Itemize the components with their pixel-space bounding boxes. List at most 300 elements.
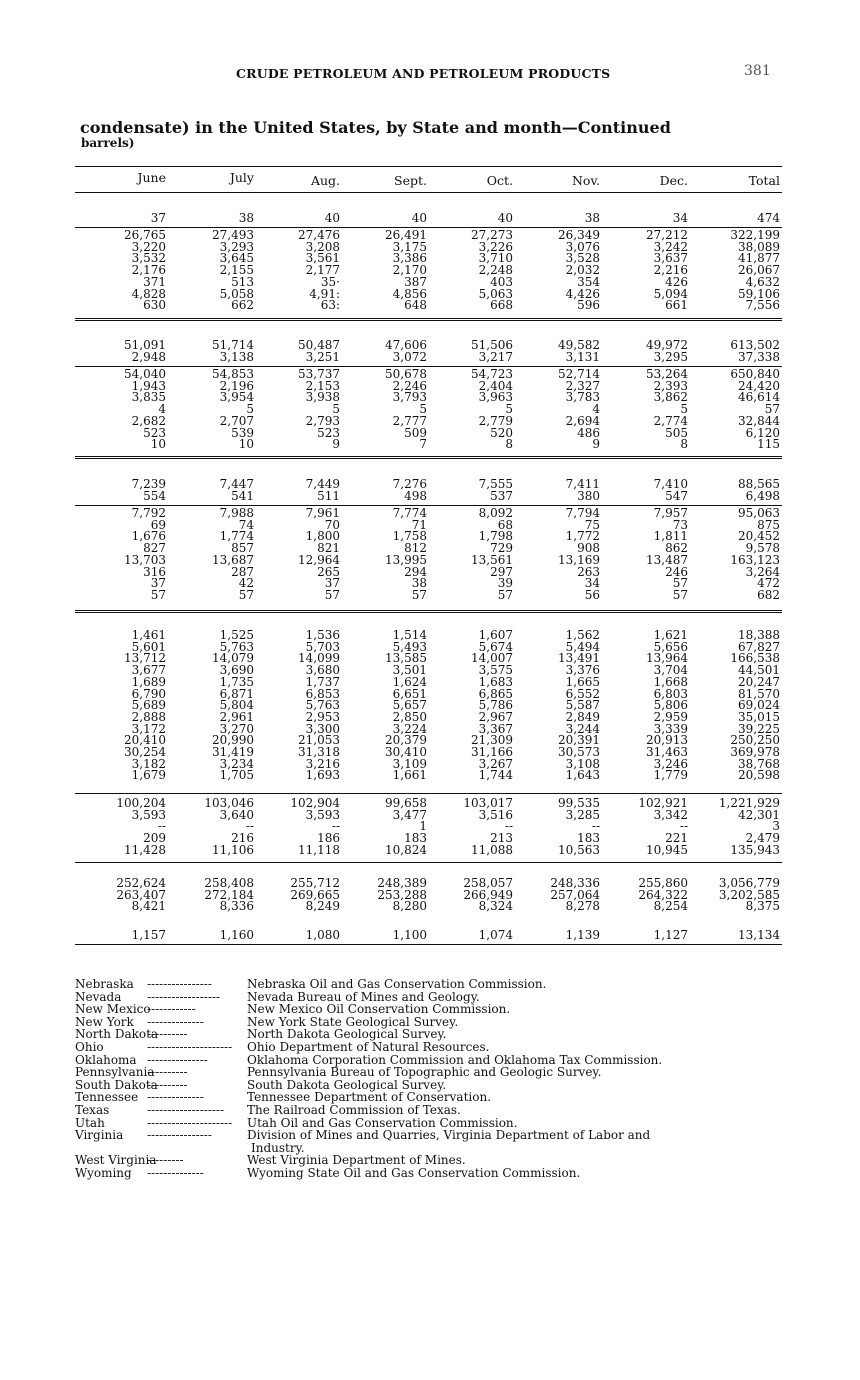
table-cell: 2,850 (392, 709, 427, 724)
table-cell: 1 (419, 819, 427, 834)
table-cell: 5 (419, 402, 427, 417)
table-cell: 102,904 (290, 796, 340, 810)
table-rule (75, 862, 782, 863)
footnote-item (75, 1041, 795, 1054)
column-header: Oct. (486, 173, 513, 188)
table-cell: 1,074 (478, 928, 513, 942)
table-cell: 26,349 (558, 228, 600, 242)
table-cell: 41,877 (738, 251, 780, 266)
table-cell: 7,988 (219, 506, 254, 520)
table-rule (75, 192, 782, 193)
table-cell: 5,689 (131, 698, 166, 713)
leader-dots: -------------- (147, 1166, 204, 1180)
table-cell: 5,656 (653, 639, 688, 654)
table-row (0, 797, 860, 809)
table-cell: 4,91: (309, 286, 340, 301)
table-rule (75, 166, 782, 167)
table-cell: 1,693 (305, 768, 340, 783)
table-cell: 26,067 (738, 263, 780, 278)
table-cell: 14,079 (212, 651, 254, 666)
table-cell: 7,794 (565, 506, 600, 520)
table-cell: 2,155 (219, 263, 254, 278)
table-cell: 1,705 (219, 768, 254, 783)
table-cell: 8 (680, 437, 688, 452)
table-row (0, 212, 860, 224)
table-cell: -- (591, 819, 600, 834)
table-cell: 81,570 (738, 686, 780, 701)
running-head: CRUDE PETROLEUM AND PETROLEUM PRODUCTS (236, 66, 611, 81)
table-cell: 209 (143, 831, 166, 846)
table-cell: 46,614 (738, 390, 780, 405)
table-row (0, 554, 860, 566)
table-cell: 7,276 (392, 477, 427, 491)
table-cell: 3,220 (131, 239, 166, 254)
table-cell: 258,408 (204, 876, 254, 890)
table-row (0, 566, 860, 578)
table-title: condensate) in the United States, by State and month—Continued (80, 118, 671, 137)
table-cell: 3,285 (565, 807, 600, 822)
table-cell: 39,225 (738, 721, 780, 736)
table-cell: 5,763 (305, 698, 340, 713)
table-cell: 37 (150, 211, 166, 225)
table-cell: 1,772 (565, 529, 600, 544)
table-cell: 20,990 (212, 733, 254, 748)
table-cell: 42 (238, 576, 254, 591)
table-row (0, 889, 860, 901)
table-cell: 9 (592, 437, 600, 452)
table-cell: 2,849 (565, 709, 600, 724)
table-cell: 99,535 (558, 796, 600, 810)
table-row (0, 264, 860, 276)
footnote-state: Oklahoma (75, 1052, 137, 1067)
table-row (0, 478, 860, 490)
table-cell: 668 (490, 298, 513, 313)
table-cell: 115 (757, 437, 780, 452)
table-cell: 102,921 (638, 796, 688, 810)
table-cell: 3,295 (653, 349, 688, 364)
table-cell: 3,938 (305, 390, 340, 405)
table-cell: 266,949 (463, 887, 513, 902)
table-cell: 6,853 (305, 686, 340, 701)
table-cell: 1,514 (392, 628, 427, 642)
column-header: Dec. (659, 173, 688, 188)
table-cell: -- (331, 819, 340, 834)
table-cell: 8,324 (478, 899, 513, 914)
table-cell: 3,339 (653, 721, 688, 736)
table-cell: 5,786 (478, 698, 513, 713)
table-cell: 3,593 (305, 807, 340, 822)
table-cell: 3,246 (653, 756, 688, 771)
table-cell: 3,575 (478, 663, 513, 678)
table-cell: 258,057 (463, 876, 513, 890)
column-header: Aug. (310, 173, 340, 188)
table-cell: 1,665 (565, 674, 600, 689)
table-cell: 1,080 (305, 928, 340, 942)
table-cell: 250,250 (730, 733, 780, 748)
table-cell: 5 (680, 402, 688, 417)
footnote-item (75, 978, 795, 991)
table-cell: 4,856 (392, 286, 427, 301)
table-cell: 2,694 (565, 413, 600, 428)
table-cell: 47,606 (385, 338, 427, 352)
table-cell: 7,774 (392, 506, 427, 520)
table-cell: 10 (150, 437, 166, 452)
table-cell: 2,248 (478, 263, 513, 278)
table-row (0, 490, 860, 502)
table-row (0, 664, 860, 676)
table-cell: 20,247 (738, 674, 780, 689)
table-cell: 3,710 (478, 251, 513, 266)
table-cell: 3,376 (565, 663, 600, 678)
table-cell: 99,658 (385, 796, 427, 810)
table-row (0, 507, 860, 519)
table-cell: 27,212 (646, 228, 688, 242)
footnote-agency: Nebraska Oil and Gas Conservation Commission. (247, 977, 547, 991)
table-cell: 5 (246, 402, 254, 417)
table-row (0, 276, 860, 288)
table-cell: 547 (665, 488, 688, 503)
footnote-state: Utah (75, 1115, 105, 1130)
footnote-agency: Division of Mines and Quarries, Virginia Department of Labor and (247, 1128, 651, 1143)
table-cell: 9 (332, 437, 340, 452)
table-cell: 539 (231, 425, 254, 440)
table-cell: 248,336 (550, 876, 600, 890)
table-cell: 34 (584, 576, 600, 591)
table-cell: 8,336 (219, 899, 254, 914)
table-cell: 1,643 (565, 768, 600, 783)
table-cell: 13,712 (124, 651, 166, 666)
table-cell: 5,094 (653, 286, 688, 301)
table-cell: 650,840 (730, 367, 780, 381)
table-cell: 30,410 (385, 745, 427, 759)
table-cell: 523 (317, 425, 340, 440)
table-cell: 1,562 (565, 628, 600, 642)
table-cell: 509 (404, 425, 427, 440)
footnote-state: West Virginia (75, 1153, 157, 1168)
table-cell: 648 (404, 298, 427, 313)
table-cell: 51,506 (471, 338, 513, 352)
table-cell: 5,674 (478, 639, 513, 654)
table-cell: 2,961 (219, 709, 254, 724)
table-cell: 265 (317, 564, 340, 579)
leader-dots: --------- (147, 1154, 184, 1167)
table-cell: -- (679, 819, 688, 834)
table-cell: 100,204 (116, 796, 166, 810)
table-cell: -- (504, 819, 513, 834)
table-cell: 3,532 (131, 251, 166, 266)
footnote-agency: The Railroad Commission of Texas. (247, 1102, 461, 1117)
table-cell: 3,783 (565, 390, 600, 405)
column-header: Total (748, 173, 780, 188)
table-cell: 27,476 (298, 228, 340, 242)
table-cell: 294 (404, 564, 427, 579)
table-cell: 57 (672, 587, 688, 602)
table-cell: 3,704 (653, 663, 688, 678)
table-cell: 34 (672, 211, 688, 225)
table-row (0, 299, 860, 311)
table-row (0, 758, 860, 770)
table-cell: 40 (411, 211, 427, 225)
table-cell: 1,744 (478, 768, 513, 783)
table-cell: 3,367 (478, 721, 513, 736)
footnote-agency: Utah Oil and Gas Conservation Commission. (247, 1115, 518, 1130)
table-cell: 252,624 (116, 876, 166, 890)
table-cell: 3,226 (478, 239, 513, 254)
table-row (0, 820, 860, 832)
table-cell: 3,182 (131, 756, 166, 771)
footnote-state: Pennsylvania (75, 1065, 155, 1080)
table-row (0, 229, 860, 241)
table-cell: 13,561 (471, 552, 513, 567)
footnote-continuation: Industry. (251, 1140, 305, 1155)
table-cell: 5,494 (565, 639, 600, 654)
column-header: June (137, 170, 166, 185)
table-cell: 537 (490, 488, 513, 503)
table-cell: 4 (158, 402, 166, 417)
table-row (0, 844, 860, 856)
table-cell: 2,170 (392, 263, 427, 278)
footnote-state: Texas (75, 1102, 110, 1117)
table-cell: 255,712 (290, 876, 340, 890)
table-cell: 7,447 (219, 477, 254, 491)
table-cell: 3,244 (565, 721, 600, 736)
table-cell: 54,040 (124, 367, 166, 381)
table-cell: 661 (665, 298, 688, 313)
table-row (0, 746, 860, 758)
table-cell: 6,803 (653, 686, 688, 701)
table-cell: 1,800 (305, 529, 340, 544)
table-cell: 30,254 (124, 745, 166, 759)
table-cell: 32,844 (738, 413, 780, 428)
table-cell: 56 (584, 587, 600, 602)
table-cell: 7,961 (305, 506, 340, 520)
footnote-state: New York (75, 1014, 134, 1029)
table-cell: 1,737 (305, 674, 340, 689)
table-cell: 31,166 (471, 745, 513, 759)
table-cell: 10 (238, 437, 254, 452)
table-cell: 1,676 (131, 529, 166, 544)
table-cell: 287 (231, 564, 254, 579)
table-cell: 255,860 (638, 876, 688, 890)
table-cell: 3,072 (392, 349, 427, 364)
table-cell: 3,172 (131, 721, 166, 736)
table-cell: 272,184 (204, 887, 254, 902)
table-cell: 7,556 (745, 298, 780, 313)
table-cell: 1,798 (478, 529, 513, 544)
table-cell: 38 (584, 211, 600, 225)
table-row (0, 652, 860, 664)
table-cell: 2,404 (478, 378, 513, 393)
table-cell: 51,714 (212, 338, 254, 352)
table-cell: 5,806 (653, 698, 688, 713)
table-row (0, 288, 860, 300)
table-cell: 3,793 (392, 390, 427, 405)
table-cell: 5,587 (565, 698, 600, 713)
table-cell: 57 (764, 402, 780, 417)
table-cell: 613,502 (730, 338, 780, 352)
table-cell: 3,690 (219, 663, 254, 678)
table-cell: 246 (665, 564, 688, 579)
table-cell: 42,301 (738, 807, 780, 822)
footnote-state: North Dakota (75, 1027, 159, 1042)
table-cell: 1,668 (653, 674, 688, 689)
table-cell: 6,790 (131, 686, 166, 701)
table-cell: 5,804 (219, 698, 254, 713)
table-cell: 7,410 (653, 477, 688, 491)
column-header: Nov. (571, 173, 600, 188)
table-cell: 38,089 (738, 239, 780, 254)
table-row (0, 699, 860, 711)
table-cell: 31,318 (298, 745, 340, 759)
table-cell: 2,777 (392, 413, 427, 428)
table-cell: 3,138 (219, 349, 254, 364)
table-cell: 6,651 (392, 686, 427, 701)
table-cell: 40 (324, 211, 340, 225)
table-row (0, 809, 860, 821)
leader-dots: --------------- (147, 1053, 208, 1067)
table-cell: 4,828 (131, 286, 166, 301)
table-cell: 38 (411, 576, 427, 591)
table-row (0, 769, 860, 781)
table-cell: 6,871 (219, 686, 254, 701)
table-cell: 3,561 (305, 251, 340, 266)
table-cell: 49,582 (558, 338, 600, 352)
table-cell: 3 (772, 819, 780, 834)
table-cell: 37,338 (738, 349, 780, 364)
table-cell: 8,375 (745, 899, 780, 914)
table-cell: 13,487 (646, 552, 688, 567)
footnote-state: Nebraska (75, 977, 134, 991)
table-cell: 682 (757, 587, 780, 602)
table-cell: 2,393 (653, 378, 688, 393)
table-cell: 1,160 (219, 928, 254, 942)
footnote-item (75, 1104, 795, 1117)
table-cell: 38,768 (738, 756, 780, 771)
table-row (0, 688, 860, 700)
table-cell: 2,177 (305, 263, 340, 278)
table-cell: 221 (665, 831, 688, 846)
table-cell: 53,737 (298, 367, 340, 381)
table-cell: 2,479 (745, 831, 780, 846)
table-cell: 8,092 (478, 506, 513, 520)
table-cell: 6,120 (745, 425, 780, 440)
table-cell: 5,601 (131, 639, 166, 654)
table-cell: 875 (757, 517, 780, 532)
table-cell: 1,758 (392, 529, 427, 544)
footnote-item (75, 1003, 795, 1016)
table-cell: 35,015 (738, 709, 780, 724)
table-cell: 5,763 (219, 639, 254, 654)
footnote-agency: Ohio Department of Natural Resources. (247, 1039, 490, 1054)
table-cell: 53,264 (646, 367, 688, 381)
footnote-item (75, 1167, 795, 1180)
table-cell: 2,246 (392, 378, 427, 393)
footnote-state: Ohio (75, 1039, 104, 1054)
leader-dots: --------------------- (147, 1116, 233, 1130)
table-cell: 1,127 (653, 928, 688, 942)
table-cell: 31,463 (646, 745, 688, 759)
table-cell: 3,267 (478, 756, 513, 771)
table-cell: 103,017 (463, 796, 513, 810)
table-cell: 426 (665, 274, 688, 289)
table-cell: 20,913 (646, 733, 688, 748)
table-cell: 3,954 (219, 390, 254, 405)
table-cell: 3,677 (131, 663, 166, 678)
table-cell: 2,888 (131, 709, 166, 724)
table-row (0, 929, 860, 941)
table-cell: 263 (577, 564, 600, 579)
table-row (0, 589, 860, 601)
table-cell: 49,972 (646, 338, 688, 352)
table-cell: 1,661 (392, 768, 427, 783)
table-row (0, 380, 860, 392)
table-cell: 554 (143, 488, 166, 503)
table-row (0, 391, 860, 403)
table-cell: 2,967 (478, 709, 513, 724)
table-cell: 52,714 (558, 367, 600, 381)
table-row (0, 519, 860, 531)
table-cell: 21,053 (298, 733, 340, 748)
table-cell: 3,516 (478, 807, 513, 822)
table-cell: 908 (577, 541, 600, 556)
table-cell: 30,573 (558, 745, 600, 759)
table-cell: 474 (757, 211, 780, 225)
table-cell: 472 (757, 576, 780, 591)
table-cell: 1,624 (392, 674, 427, 689)
table-cell: 216 (231, 831, 254, 846)
table-cell: 2,959 (653, 709, 688, 724)
table-cell: 8,421 (131, 899, 166, 914)
table-cell: 2,153 (305, 378, 340, 393)
footnote-agency: Pennsylvania Bureau of Topographic and Geologic Survey. (247, 1065, 602, 1080)
table-cell: 1,779 (653, 768, 688, 783)
table-cell: 862 (665, 541, 688, 556)
table-cell: 11,118 (298, 842, 340, 857)
table-cell: 3,108 (565, 756, 600, 771)
table-cell: 11,088 (471, 842, 513, 857)
table-cell: 511 (317, 488, 340, 503)
table-row (0, 368, 860, 380)
table-row (0, 577, 860, 589)
table-cell: 3,076 (565, 239, 600, 254)
table-row (0, 530, 860, 542)
table-cell: 21,309 (471, 733, 513, 748)
table-cell: 2,793 (305, 413, 340, 428)
table-cell: 103,046 (204, 796, 254, 810)
table-cell: 662 (231, 298, 254, 313)
table-cell: 1,607 (478, 628, 513, 642)
footnote-state: Wyoming (75, 1165, 132, 1180)
page-number: 381 (744, 63, 771, 79)
table-cell: 20,379 (385, 733, 427, 748)
table-cell: 39 (497, 576, 513, 591)
table-cell: 7 (419, 437, 427, 452)
table-cell: 57 (150, 587, 166, 602)
footnote-state: New Mexico (75, 1002, 151, 1017)
table-cell: 263,407 (116, 887, 166, 902)
table-cell: 20,410 (124, 733, 166, 748)
footnote-agency: South Dakota Geological Survey. (247, 1077, 447, 1092)
table-cell: 13,491 (558, 651, 600, 666)
table-cell: 57 (238, 587, 254, 602)
table-cell: 2,953 (305, 709, 340, 724)
table-cell: 3,242 (653, 239, 688, 254)
footnote-agency: New Mexico Oil Conservation Commission. (247, 1002, 511, 1017)
table-cell: 3,501 (392, 663, 427, 678)
table-cell: 387 (404, 274, 427, 289)
table-cell: 26,491 (385, 228, 427, 242)
table-cell: 57 (411, 587, 427, 602)
